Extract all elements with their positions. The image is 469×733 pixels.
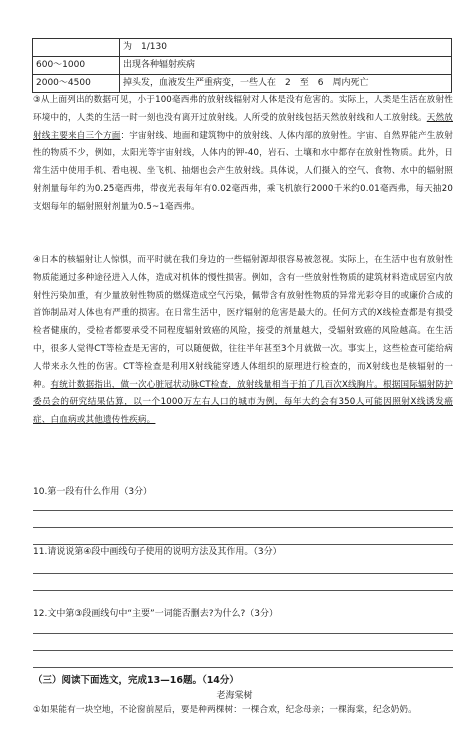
paragraph-3-text-b: ：宇宙射线、地面和建筑物中的放射线、人体内部的放射性。宇宙、自然界能产生放射性的物质不少，例如，太阳光等宇宙射线，人体内的钾-40，岩石、土壤和水中都存在放射性物质。此外，日常生活中使用手机、看电视、坐飞机、抽烟也会产生放射线。具体说，人们摄入的空气、食物、水中的辐射照射剂量每年约为0.25毫西弗，带夜光表每年有0.02毫西弗，乘飞机旅行2000千米约0.01毫西弗，每天抽20支烟每年的辐射照射剂量为0.5~1毫西弗。 bbox=[33, 130, 453, 212]
paragraph-3-text-a: ③从上面列出的数据可见，小于100毫西弗的放射线辐射对人体是没有危害的。实际上，人类是生活在放射性环境中的，人类的生活一时一刻也没有离开过放射线。人所受的放射线包括天然放射线和人工放射线。 bbox=[33, 95, 453, 123]
answer-line[interactable] bbox=[33, 667, 453, 668]
effect-cell: 出现各种辐射疾病 bbox=[120, 57, 452, 75]
paragraph-4 bbox=[33, 252, 453, 430]
section-3-heading: （三）阅读下面选文，完成13—16题。（14分） bbox=[33, 675, 239, 686]
dose-range-cell bbox=[33, 39, 120, 57]
radiation-dose-table bbox=[32, 38, 452, 93]
paragraph-4-text-a: ④日本的核辐射让人惊惧，而平时就在我们身边的一些辐射源却很容易被忽视。实际上，在生活中也有放射性物质能通过多种途径进入人体，造成对机体的慢性损害。例如，含有一些放射性物质的建筑材料造成居室内放射性污染加重，有少量放射性物质的燃煤造成空气污染，佩带含有放射性物质的异常光彩夺目的或廉价合成的首饰制品对人体也有严重的损害。在日常生活中，医疗辐射的危害是最大的。任何方式的X线检查都是有损受检者健康的，受检者都要承受不同程度辐射致癌的风险，接受的剂量越大，受辐射致癌的风险越高。在生活中，很多人觉得CT等检查是无害的，可以随便做，往往半年甚至3个月就做一次。事实上，这些检查可能给病人带来永久性的伤害。CT等检查是利用X射线能穿透人体组织的原理进行检查的，而X射线也是核辐射的一种。 bbox=[33, 255, 453, 390]
underlined-sentence: 有统计数据指出，做一次心脏冠状动脉CT检查，放射线量相当于拍了几百次X线胸片。根据国际辐射防护委员会的研究结果估算，以一个1000万左右人口的城市为例，每年大约会有350人可能因照射X线诱发癌症、白血病或其他遗传性疾病。 bbox=[33, 379, 453, 426]
effect-cell: 为 1/130 bbox=[120, 39, 452, 57]
paragraph-3 bbox=[33, 92, 453, 217]
table-row bbox=[33, 75, 452, 93]
dose-range-cell: 600～1000 bbox=[33, 57, 120, 75]
table-row bbox=[33, 39, 452, 57]
answer-line[interactable] bbox=[33, 510, 453, 511]
table-row bbox=[33, 57, 452, 75]
answer-line[interactable] bbox=[33, 573, 453, 574]
essay-paragraph-1: ①如果能有一块空地，不论窗前屋后，要是种两棵树：一棵合欢，纪念母亲；一棵海棠，纪念奶奶。 bbox=[33, 705, 417, 715]
underlined-sentence: 天然放射线主要来自三个方面 bbox=[33, 112, 453, 141]
answer-line[interactable] bbox=[33, 527, 453, 528]
question-10: 10.第一段有什么作用（3分） bbox=[33, 487, 153, 497]
essay-title: 老海棠树 bbox=[216, 691, 253, 701]
effect-cell: 掉头发，血液发生严重病变，一些人在 2 至 6 周内死亡 bbox=[120, 75, 452, 93]
answer-line[interactable] bbox=[33, 590, 453, 591]
question-11: 11.请说说第④段中画线句子使用的说明方法及其作用。（3分） bbox=[33, 547, 282, 557]
question-12: 12.文中第③段画线句中“主要”一词能否删去?为什么?（3分） bbox=[33, 609, 278, 619]
dose-range-cell: 2000～4500 bbox=[33, 75, 120, 93]
answer-line[interactable] bbox=[33, 633, 453, 634]
answer-line[interactable] bbox=[33, 650, 453, 651]
